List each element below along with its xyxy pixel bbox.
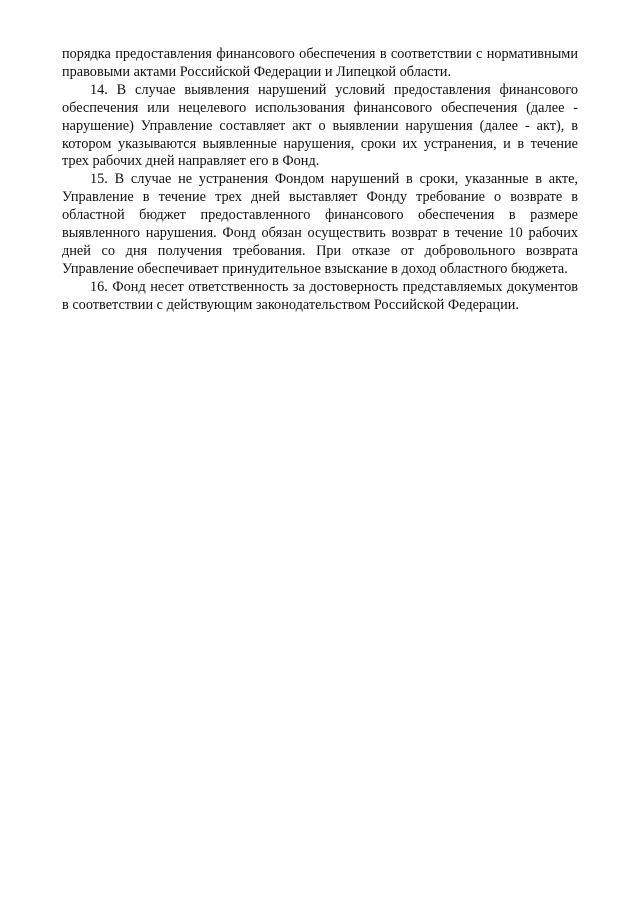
- paragraph-continuation: порядка предоставления финансового обеспечения в соответствии с нормативными правовыми актами Российской Федерации и Липецкой области.: [62, 46, 578, 80]
- document-page: [62, 46, 578, 315]
- paragraph-16: 16. Фонд несет ответственность за достоверность представляемых документов в соответствии с действующим законодательством Российской Федерации.: [62, 278, 578, 313]
- paragraph-15: 15. В случае не устранения Фондом нарушений в сроки, указанные в акте, Управление в течение трех дней выставляет Фонду требование о возврате в областной бюджет предоставленного финансового обеспечения в размере выявленного нарушения. Фонд обязан осуществить возврат в течение 10 рабочих дней со дня получения требования. При отказе от добровольного возврата Управление обеспечивает принудительное взыскание в доход областного бюджета.: [62, 171, 578, 277]
- paragraph-14: 14. В случае выявления нарушений условий предоставления финансового обеспечения или нецелевого использования финансового обеспечения (далее - нарушение) Управление составляет акт о выявлении нарушения (далее - акт), в котором указываются выявленные нарушения, сроки их устранения, и в течение трех рабочих дней направляет его в Фонд.: [62, 81, 578, 170]
